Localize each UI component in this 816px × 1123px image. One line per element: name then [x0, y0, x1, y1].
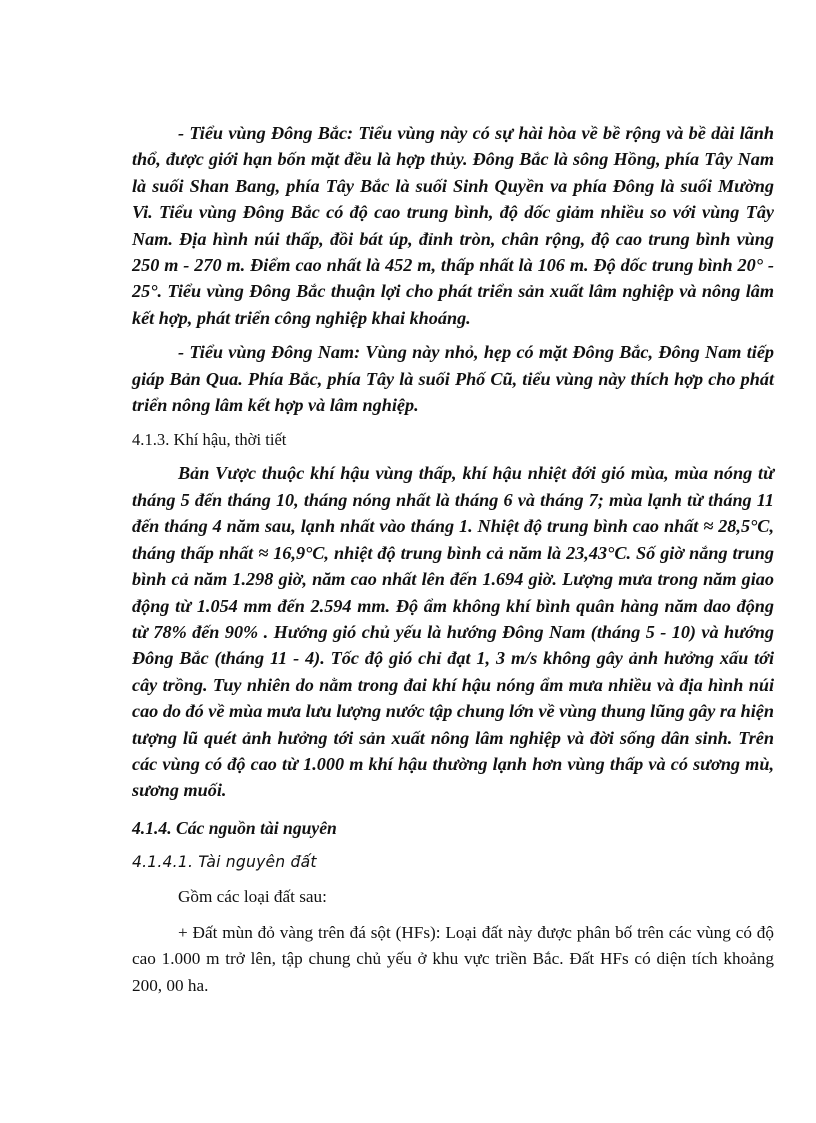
paragraph-southeast-subregion: - Tiểu vùng Đông Nam: Vùng này nhỏ, hẹp có mặt Đông Bắc, Đông Nam tiếp giáp Bản Qua. Phía Bắc, phía Tây là suối Phố Cũ, tiểu vùng này thích hợp cho phát triển nông lâm kết hợp và lâm nghiệp.	[132, 342, 774, 416]
heading-land-resources: 4.1.4.1. Tài nguyên đất	[132, 852, 317, 871]
heading-resources: 4.1.4. Các nguồn tài nguyên	[132, 817, 337, 838]
paragraph-hfs-soil: + Đất mùn đỏ vàng trên đá sột (HFs): Loại đất này được phân bố trên các vùng có độ cao 1.000 m trở lên, tập chung chủ yếu ở khu vực triền Bắc. Đất HFs có diện tích khoảng 200, 00 ha.	[132, 922, 774, 995]
paragraph-northeast-subregion: - Tiểu vùng Đông Bắc: Tiểu vùng này có sự hài hòa về bề rộng và bề dài lãnh thổ, được giới hạn bốn mặt đều là hợp thủy. Đông Bắc là sông Hồng, phía Tây Nam là suối Shan Bang, phía Tây Bắc là suối Sinh Quyền va phía Đông là suối Mường Vi. Tiểu vùng Đông Bắc có độ cao trung bình, độ dốc giảm nhiều so với vùng Tây Nam. Địa hình núi thấp, đồi bát úp, đỉnh tròn, chân rộng, độ cao trung bình vùng 250 m - 270 m. Điểm cao nhất là 452 m, thấp nhất là 106 m. Độ dốc trung bình 20° - 25°. Tiểu vùng Đông Bắc thuận lợi cho phát triển sản xuất lâm nghiệp và nông lâm kết hợp, phát triển công nghiệp khai khoáng.	[132, 123, 774, 328]
document-page	[132, 120, 774, 999]
paragraph-climate: Bản Vược thuộc khí hậu vùng thấp, khí hậu nhiệt đới gió mùa, mùa nóng từ tháng 5 đến tháng 10, tháng nóng nhất là tháng 6 và tháng 7; mùa lạnh từ tháng 11 đến tháng 4 năm sau, lạnh nhất vào tháng 1. Nhiệt độ trung bình cao nhất ≈ 28,5°C, tháng thấp nhất ≈ 16,9°C, nhiệt độ trung bình cả năm là 23,43°C. Số giờ nắng trung bình cả năm 1.298 giờ, năm cao nhất lên đến 1.694 giờ. Lượng mưa trong năm giao động từ 1.054 mm đến 2.594 mm. Độ ẩm không khí bình quân hàng năm dao động từ 78% đến 90% . Hướng gió chủ yếu là hướng Đông Nam (tháng 5 - 10) và hướng Đông Bắc (tháng 11 - 4). Tốc độ gió chỉ đạt 1, 3 m/s không gây ảnh hưởng xấu tới cây trồng. Tuy nhiên do nằm trong đai khí hậu nóng ẩm mưa nhiều và địa hình núi cao do đó về mùa mưa lưu lượng nước tập chung lớn về vùng thung lũng gây ra hiện tượng lũ quét ảnh hưởng tới sản xuất nông lâm nghiệp và đời sống dân sinh. Trên các vùng có độ cao từ 1.000 m khí hậu thường lạnh hơn vùng thấp và có sương mù, sương muối.	[132, 463, 774, 801]
heading-climate: 4.1.3. Khí hậu, thời tiết	[132, 430, 287, 450]
paragraph-land-intro: Gồm các loại đất sau:	[178, 886, 327, 906]
